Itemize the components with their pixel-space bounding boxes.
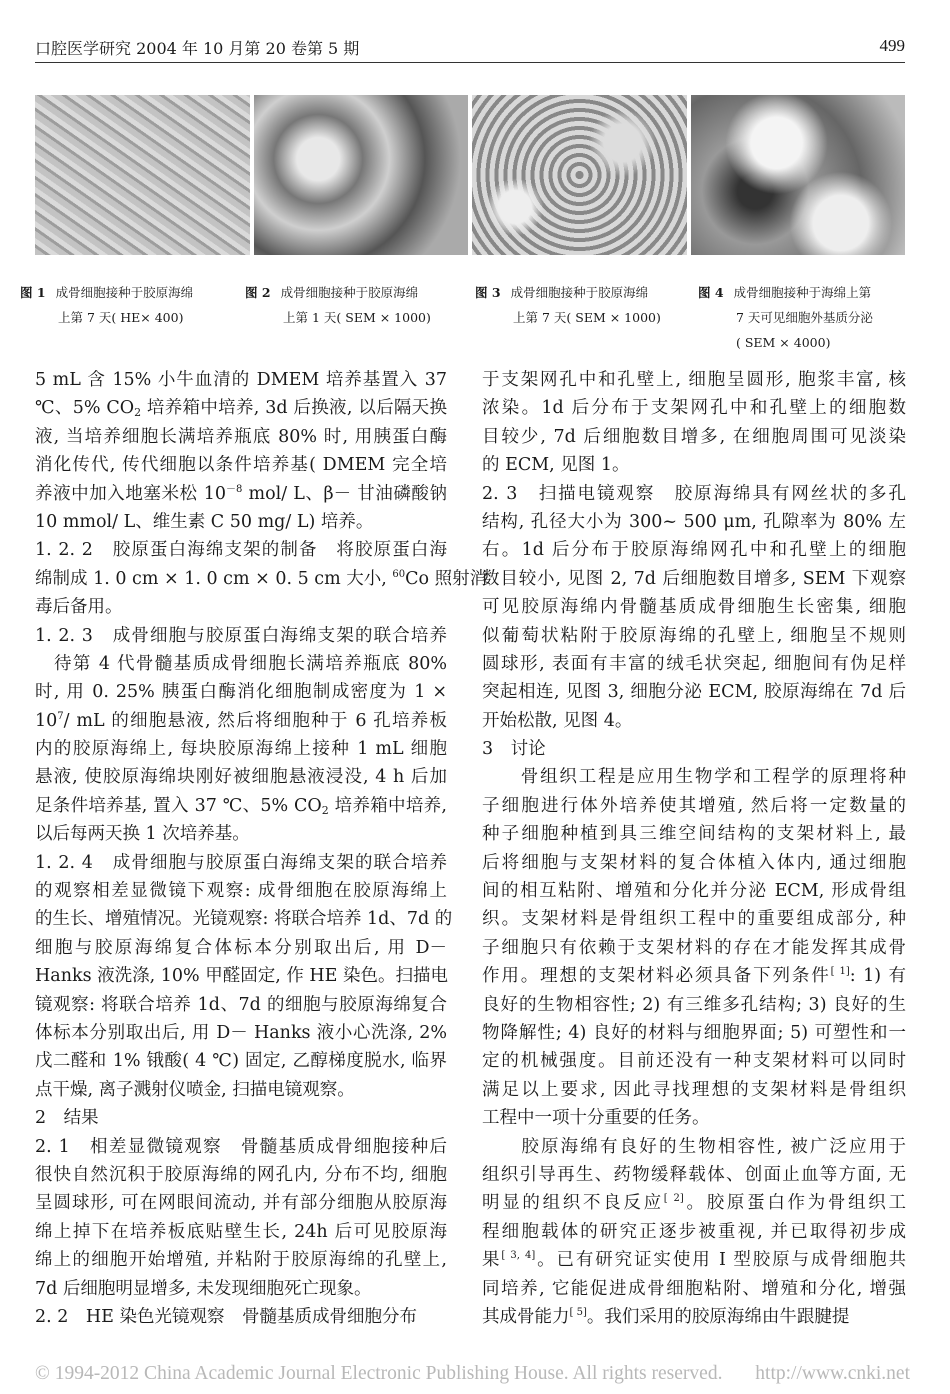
- text-line: 后将细胞与支架材料的复合体植入体内, 通过细胞: [482, 852, 906, 873]
- text-line: 浓染。1d 后分布于支架网孔中和孔壁上的细胞数: [482, 398, 906, 419]
- superscript: 60: [392, 568, 406, 580]
- text-line: 绵上的细胞开始增殖, 并粘附于胶原海绵的孔壁上,: [35, 1250, 447, 1271]
- text-line: 间的相互粘附、增殖和分化并分泌 ECM, 形成骨组: [482, 881, 906, 902]
- text-line: 镜观察: 将联合培养 1d、7d 的细胞与胶原海绵复合: [35, 994, 447, 1015]
- text-line: 7d 后细胞明显增多, 未发现细胞死亡现象。: [35, 1278, 372, 1299]
- text-run: 养液中加入地塞米松 10: [35, 483, 226, 504]
- text-line: 的生长、增殖情况。光镜观察: 将联合培养 1d、7d 的: [35, 909, 453, 930]
- text-line: 2. 3 扫描电镜观察 胶原海绵具有网丝状的多孔: [482, 483, 906, 504]
- text-run: 。已有研究证实使用 I 型胶原与成骨细胞共: [535, 1250, 906, 1271]
- text-line: 圆球形, 表面有丰富的绒毛状突起, 细胞间有伪足样: [482, 653, 906, 674]
- figure-2-micrograph: [254, 95, 469, 255]
- text-line: 目较少, 7d 后细胞数目增多, 在细胞周围可见淡染: [482, 426, 906, 447]
- text-line: 戊二醛和 1% 锇酸( 4 ℃) 固定, 乙醇梯度脱水, 临界: [35, 1051, 447, 1072]
- subscript: 2: [134, 406, 142, 420]
- text-line: 种子细胞种植到具三维空间结构的支架材料上, 最: [482, 824, 906, 845]
- text-line: 细胞与胶原海绵复合体标本分别取出后, 用 D－: [35, 937, 447, 958]
- text-line: 突起相连, 见图 3, 细胞分泌 ECM, 胶原海绵在 7d 后: [482, 682, 906, 703]
- text-line: 开始松散, 见图 4。: [482, 710, 633, 731]
- journal-issue: 口腔医学研究 2004 年 10 月第 20 卷第 5 期: [35, 39, 360, 58]
- superscript: －8: [225, 483, 243, 495]
- text-line: 右。1d 后分布于胶原海绵网孔中和孔壁上的细胞: [482, 540, 906, 561]
- text-line: 1. 2. 2 胶原蛋白海绵支架的制备 将胶原蛋白海: [35, 540, 447, 561]
- caption-text: 7 天可见细胞外基质分泌: [736, 310, 873, 325]
- text-line: 物降解性; 4) 良好的材料与细胞界面; 5) 可塑性和一: [482, 1022, 906, 1043]
- text-line: 5 mL 含 15% 小牛血清的 DMEM 培养基置入 37: [35, 370, 447, 390]
- superscript: [ 3, 4]: [501, 1250, 536, 1262]
- text-line: [482, 1303, 906, 1331]
- text-line: 数目较小, 见图 2, 7d 后细胞数目增多, SEM 下观察: [482, 568, 906, 589]
- text-line: [482, 1246, 906, 1274]
- figure-1-micrograph: [35, 95, 250, 255]
- text-line: 似葡萄状粘附于胶原海绵的孔壁上, 细胞呈不规则: [482, 625, 906, 646]
- text-line: 体标本分别取出后, 用 D－ Hanks 液小心洗涤, 2%: [35, 1022, 447, 1043]
- text-run: 足条件培养基, 置入 37 ℃、5% CO: [35, 795, 322, 816]
- text-line: 满足以上要求, 因此寻找理想的支架材料是骨组织: [482, 1079, 906, 1100]
- text-line: 2 结果: [35, 1108, 99, 1129]
- figure-number: 图 3: [475, 285, 501, 300]
- watermark: [35, 1362, 910, 1386]
- caption-text: 成骨细胞接种于海绵上第: [733, 285, 872, 300]
- caption-text: 上第 1 天( SEM × 1000): [283, 310, 431, 325]
- text-run: 10: [35, 710, 58, 731]
- text-line: 骨组织工程是应用生物学和工程学的原理将种: [482, 767, 906, 788]
- text-line: 的观察相差显微镜下观察: 成骨细胞在胶原海绵上: [35, 881, 447, 902]
- text-line: 时, 用 0. 25% 胰蛋白酶消化细胞制成密度为 1 ×: [35, 682, 447, 703]
- text-run: : 1) 有: [849, 966, 907, 987]
- caption-text: ( SEM × 4000): [736, 335, 831, 350]
- text-line: 3 讨论: [482, 739, 546, 760]
- text-run: 作用。理想的支架材料必须具备下列条件: [482, 966, 831, 987]
- figure-4-caption: [698, 280, 913, 355]
- text-line: [35, 394, 447, 422]
- text-line: 呈圆球形, 可在网眼间流动, 并有部分细胞从胶原海: [35, 1193, 447, 1214]
- caption-text: 成骨细胞接种于胶原海绵: [55, 285, 194, 300]
- figure-2-caption: [245, 280, 460, 330]
- text-line: Hanks 液洗涤, 10% 甲醛固定, 作 HE 染色。扫描电: [35, 966, 448, 987]
- caption-text: 上第 7 天( SEM × 1000): [513, 310, 661, 325]
- text-line: 良好的生物相容性; 2) 有三维多孔结构; 3) 良好的生: [482, 994, 906, 1015]
- text-line: 子细胞进行体外培养使其增殖, 然后将一定数量的: [482, 795, 906, 816]
- watermark-url: http://www.cnki.net: [755, 1363, 910, 1384]
- text-line: 液, 当培养细胞长满培养瓶底 80% 时, 用胰蛋白酶: [35, 426, 447, 447]
- text-line: 可见胶原海绵内骨髓基质成骨细胞生长密集, 细胞: [482, 597, 906, 618]
- page-number: 499: [879, 36, 905, 55]
- text-run: 绵制成 1. 0 cm × 1. 0 cm × 0. 5 cm 大小,: [35, 568, 393, 589]
- text-line: 组织引导再生、药物缓释载体、创面止血等方面, 无: [482, 1164, 906, 1185]
- text-run: / mL 的细胞悬液, 然后将细胞种于 6 孔培养板: [63, 710, 447, 731]
- text-line: [35, 707, 447, 735]
- text-run: ℃、5% CO: [35, 398, 135, 419]
- text-line: 子细胞只有依赖于支架材料的存在才能发挥其成骨: [482, 937, 906, 958]
- superscript: [ 5]: [569, 1306, 587, 1318]
- figure-3-caption: [475, 280, 690, 330]
- caption-text: 成骨细胞接种于胶原海绵: [510, 285, 649, 300]
- left-text-column: [35, 366, 488, 1331]
- text-line: 绵上掉下在培养板底贴壁生长, 24h 后可见胶原海: [35, 1221, 447, 1242]
- caption-text: 上第 7 天( HE× 400): [58, 310, 184, 325]
- text-line: 点干燥, 离子溅射仪喷金, 扫描电镜观察。: [35, 1079, 355, 1100]
- text-line: 2. 1 相差显微镜观察 骨髓基质成骨细胞接种后: [35, 1136, 447, 1157]
- text-run: 培养箱中培养, 3d 后换液, 以后隔天换: [141, 398, 447, 419]
- figure-3-micrograph: [472, 95, 687, 255]
- text-line: 以后每两天换 1 次培养基。: [35, 824, 250, 845]
- figure-strip: [35, 95, 905, 255]
- running-header: [35, 32, 905, 63]
- text-line: [35, 792, 447, 820]
- text-line: 很快自然沉积于胶原海绵的网孔内, 分布不均, 细胞: [35, 1164, 447, 1185]
- superscript: [ 2]: [663, 1193, 684, 1205]
- text-line: 消化传代, 传代细胞以条件培养基( DMEM 完全培: [35, 455, 447, 476]
- text-line: 1. 2. 3 成骨细胞与胶原蛋白海绵支架的联合培养: [35, 625, 447, 646]
- text-line: 悬液, 使胶原海绵块刚好被细胞悬液浸没, 4 h 后加: [35, 767, 447, 788]
- watermark-copyright: © 1994-2012 China Academic Journal Electronic Publishing House. All rights reserved.: [35, 1363, 723, 1384]
- text-run: 其成骨能力: [482, 1306, 570, 1327]
- text-line: [482, 1189, 906, 1217]
- text-run: mol/ L、β－ 甘油磷酸钠: [242, 483, 447, 504]
- text-line: 的 ECM, 见图 1。: [482, 455, 630, 476]
- text-line: [35, 565, 488, 593]
- text-line: 1. 2. 4 成骨细胞与胶原蛋白海绵支架的联合培养: [35, 852, 447, 873]
- text-line: 于支架网孔中和孔壁上, 细胞呈圆形, 胞浆丰富, 核: [482, 370, 906, 390]
- figure-number: 图 1: [20, 285, 46, 300]
- subscript: 2: [321, 803, 329, 817]
- caption-text: 成骨细胞接种于胶原海绵: [280, 285, 419, 300]
- figure-1-caption: [20, 280, 235, 330]
- text-run: Co 照射消: [405, 568, 488, 589]
- figure-4-micrograph: [691, 95, 906, 255]
- text-line: 结构, 孔径大小为 300~ 500 μm, 孔隙率为 80% 左: [482, 511, 906, 532]
- text-line: 2. 2 HE 染色光镜观察 骨髓基质成骨细胞分布: [35, 1306, 417, 1327]
- text-line: 10 mmol/ L、维生素 C 50 mg/ L) 培养。: [35, 511, 374, 532]
- text-run: 明显的组织不良反应: [482, 1193, 664, 1214]
- superscript: [ 1]: [830, 966, 850, 978]
- text-line: 工程中一项十分重要的任务。: [482, 1108, 710, 1129]
- text-run: 果: [482, 1250, 502, 1271]
- text-line: 定的机械强度。目前还没有一种支架材料可以同时: [482, 1051, 906, 1072]
- text-run: 。胶原蛋白作为骨组织工: [683, 1193, 907, 1214]
- text-run: 。我们采用的胶原海绵由牛跟腱提: [586, 1306, 850, 1327]
- figure-number: 图 2: [245, 285, 271, 300]
- figure-number: 图 4: [698, 285, 724, 300]
- text-line: 内的胶原海绵上, 每块胶原海绵上接种 1 mL 细胞: [35, 739, 447, 760]
- right-text-column: [482, 366, 906, 1331]
- text-line: 胶原海绵有良好的生物相容性, 被广泛应用于: [482, 1136, 906, 1157]
- text-line: 织。支架材料是骨组织工程中的重要组成部分, 种: [482, 909, 906, 930]
- superscript: 7: [57, 710, 64, 722]
- text-line: 同培养, 它能促进成骨细胞粘附、增殖和分化, 增强: [482, 1278, 906, 1299]
- text-line: [35, 480, 447, 508]
- text-line: 程细胞载体的研究正逐步被重视, 并已取得初步成: [482, 1221, 906, 1242]
- text-line: [482, 962, 906, 990]
- text-line: 待第 4 代骨髓基质成骨细胞长满培养瓶底 80%: [35, 653, 447, 674]
- text-run: 培养箱中培养,: [328, 795, 447, 816]
- text-line: 毒后备用。: [35, 597, 123, 618]
